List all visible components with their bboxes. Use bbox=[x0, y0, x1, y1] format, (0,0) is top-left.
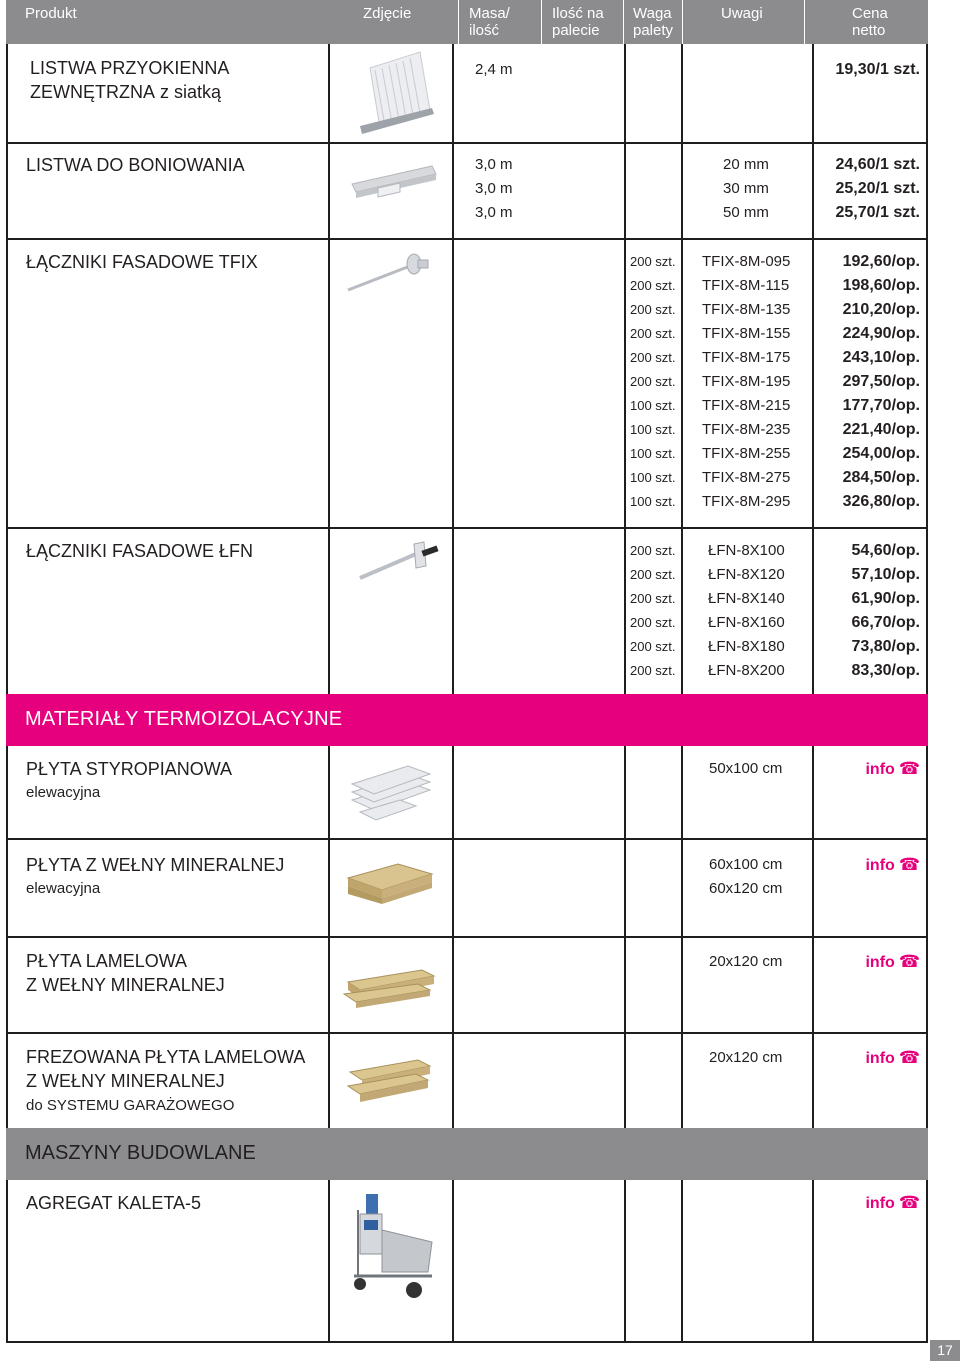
product-name-lamelowa: PŁYTA LAMELOWA Z WEŁNY MINERALNEJ bbox=[26, 951, 225, 995]
mineral-wool-boards-icon bbox=[344, 856, 436, 906]
product-sub-welna: elewacyjna bbox=[26, 880, 101, 897]
polystyrene-boards-icon bbox=[346, 760, 436, 822]
prices-lfn: 54,60/op. 57,10/op. 61,90/op. 66,70/op. 73,80/op. 83,30/op. bbox=[851, 542, 920, 679]
plastering-machine-icon bbox=[344, 1190, 440, 1302]
phone-icon: ☎ bbox=[898, 855, 920, 874]
section-title-maszyny: MASZYNY BUDOWLANE bbox=[25, 1142, 256, 1164]
window-strip-icon bbox=[350, 50, 440, 140]
rustication-profile-icon bbox=[348, 158, 440, 208]
section-title-termo: MATERIAŁY TERMOIZOLACYJNE bbox=[25, 708, 343, 730]
price-listwa-przyokienna: 19,30/1 szt. bbox=[835, 61, 920, 78]
lamella-boards-icon bbox=[342, 964, 438, 1010]
rule-after-uwagi-3 bbox=[812, 1180, 814, 1343]
rule-row-7 bbox=[6, 1032, 928, 1034]
table-header bbox=[6, 0, 928, 44]
ilosc-lfn: 200 szt. 200 szt. 200 szt. 200 szt. 200 szt. 200 szt. bbox=[630, 543, 676, 678]
product-sub-frezowana: do SYSTEMU GARAŻOWEGO bbox=[26, 1097, 235, 1114]
rule-right-3 bbox=[926, 1180, 928, 1343]
phone-icon: ☎ bbox=[898, 1193, 920, 1212]
rule-bottom bbox=[6, 1341, 928, 1343]
rule-after-ilosc-3 bbox=[624, 1180, 626, 1343]
header-zdjecie: Zdjęcie bbox=[363, 5, 412, 22]
prices-tfix: 192,60/op. 198,60/op. 210,20/op. 224,90/op. 243,10/op. 297,50/op. 177,70/op. 221,40/op. 254,00/op. 284,50/op. 326,80/op. bbox=[842, 253, 920, 510]
prices-listwa-boniowania: 24,60/1 szt. 25,20/1 szt. 25,70/1 szt. bbox=[835, 156, 920, 221]
product-name-welna: PŁYTA Z WEŁNY MINERALNEJ bbox=[26, 855, 285, 875]
uwagi-tfix: TFIX-8M-095 TFIX-8M-115 TFIX-8M-135 TFIX-8M-155 TFIX-8M-175 TFIX-8M-195 TFIX-8M-215 TFIX-8M-235 TFIX-8M-255 TFIX-8M-275 TFIX-8M-295 bbox=[702, 253, 791, 510]
phone-icon: ☎ bbox=[898, 1048, 920, 1067]
price-welna: info ☎ bbox=[865, 855, 920, 874]
product-sub-styropian: elewacyjna bbox=[26, 784, 101, 801]
rule-after-waga-3 bbox=[681, 1180, 683, 1343]
rule-after-zdjecie-3 bbox=[452, 1180, 454, 1343]
product-name-frezowana: FREZOWANA PŁYTA LAMELOWA Z WEŁNY MINERALNEJ bbox=[26, 1047, 306, 1091]
header-produkt: Produkt bbox=[25, 5, 77, 22]
phone-icon: ☎ bbox=[898, 952, 920, 971]
masa-listwa-boniowania: 3,0 m 3,0 m 3,0 m bbox=[475, 156, 513, 221]
product-name-tfix: ŁĄCZNIKI FASADOWE TFIX bbox=[26, 252, 258, 272]
uwagi-lamelowa: 20x120 cm bbox=[709, 953, 783, 970]
uwagi-welna: 60x100 cm 60x120 cm bbox=[709, 856, 783, 897]
rule-row-6 bbox=[6, 936, 928, 938]
header-masa: Masa/ ilość bbox=[469, 5, 510, 39]
masa-listwa-przyokienna: 2,4 m bbox=[475, 61, 513, 78]
price-styropian: info ☎ bbox=[865, 759, 920, 778]
product-name-listwa-boniowania: LISTWA DO BONIOWANIA bbox=[26, 155, 245, 175]
product-name-listwa-przyokienna: LISTWA PRZYOKIENNA ZEWNĘTRZNA z siatką bbox=[30, 58, 230, 102]
uwagi-styropian: 50x100 cm bbox=[709, 760, 783, 777]
rule-row-2 bbox=[6, 238, 928, 240]
rule-row-5 bbox=[6, 838, 928, 840]
lfn-anchor-icon bbox=[356, 540, 446, 584]
header-ilosc: Ilość na palecie bbox=[552, 5, 604, 39]
price-agregat: info ☎ bbox=[865, 1193, 920, 1212]
uwagi-lfn: ŁFN-8X100 ŁFN-8X120 ŁFN-8X140 ŁFN-8X160 ŁFN-8X180 ŁFN-8X200 bbox=[708, 542, 785, 679]
header-waga: Waga palety bbox=[633, 5, 674, 39]
rule-row-3 bbox=[6, 527, 928, 529]
ilosc-tfix: 200 szt. 200 szt. 200 szt. 200 szt. 200 szt. 200 szt. 100 szt. 100 szt. 100 szt. 100 szt. 100 szt. bbox=[630, 254, 676, 509]
uwagi-listwa-boniowania: 20 mm 30 mm 50 mm bbox=[723, 156, 769, 221]
product-name-lfn: ŁĄCZNIKI FASADOWE ŁFN bbox=[26, 541, 254, 561]
header-uwagi: Uwagi bbox=[721, 5, 763, 22]
section-header-maszyny bbox=[6, 1128, 928, 1180]
product-name-agregat: AGREGAT KALETA-5 bbox=[26, 1193, 202, 1213]
product-name-styropian: PŁYTA STYROPIANOWA bbox=[26, 759, 233, 779]
uwagi-frezowana: 20x120 cm bbox=[709, 1049, 783, 1066]
page-number: 17 bbox=[930, 1340, 960, 1361]
tfix-anchor-icon bbox=[344, 252, 434, 296]
section-header-termoizolacyjne bbox=[6, 694, 928, 746]
header-cena: Cena netto bbox=[852, 5, 888, 39]
price-lamelowa: info ☎ bbox=[865, 952, 920, 971]
phone-icon: ☎ bbox=[898, 759, 920, 778]
milled-lamella-boards-icon bbox=[344, 1056, 434, 1104]
price-frezowana: info ☎ bbox=[865, 1048, 920, 1067]
rule-row-1 bbox=[6, 142, 928, 144]
